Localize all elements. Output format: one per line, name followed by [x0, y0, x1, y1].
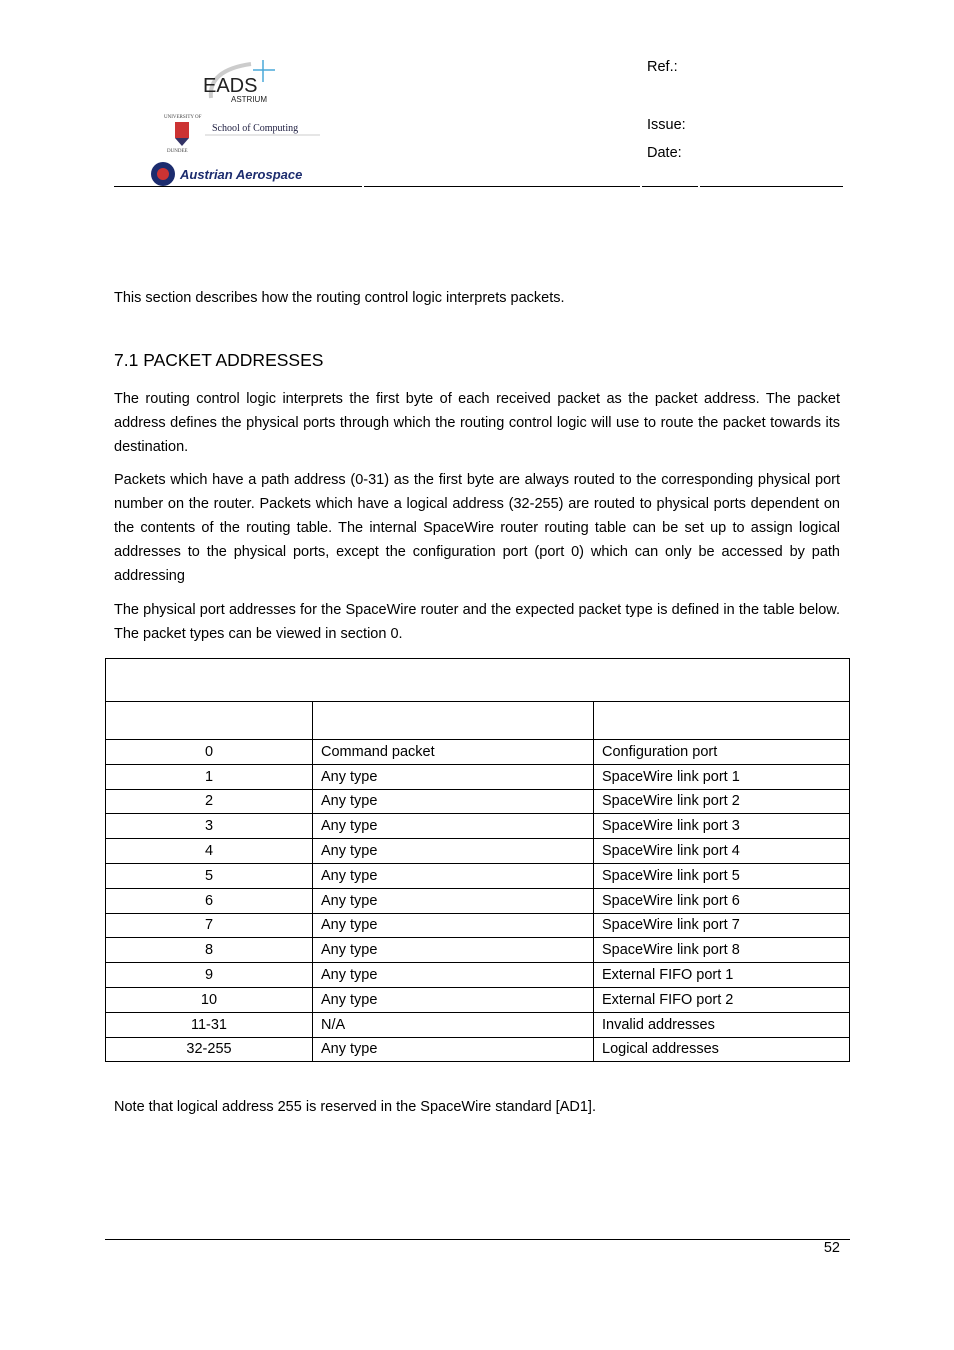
packet-type-cell: Any type [313, 839, 594, 864]
port-cell: External FIFO port 1 [594, 963, 850, 988]
table-row [106, 839, 850, 864]
table-caption-cell [106, 659, 850, 702]
svg-text:School of Computing: School of Computing [212, 123, 299, 134]
address-cell: 0 [106, 740, 313, 765]
port-cell: SpaceWire link port 4 [594, 839, 850, 864]
port-cell: SpaceWire link port 5 [594, 863, 850, 888]
port-cell: Invalid addresses [594, 1012, 850, 1037]
svg-text:ASTRIUM: ASTRIUM [231, 95, 267, 104]
table-row [106, 814, 850, 839]
section-heading: 7.1 PACKET ADDRESSES [114, 350, 324, 370]
packet-type-cell: Command packet [313, 740, 594, 765]
address-cell: 9 [106, 963, 313, 988]
packet-type-cell: Any type [313, 764, 594, 789]
packet-type-cell: Any type [313, 938, 594, 963]
header-cell [106, 702, 313, 740]
table-row [106, 1012, 850, 1037]
packet-type-cell: Any type [313, 1037, 594, 1062]
packet-type-cell: Any type [313, 863, 594, 888]
table-row [106, 913, 850, 938]
note-text: Note that logical address 255 is reserved in the SpaceWire standard [AD1]. [114, 1099, 596, 1115]
port-cell: SpaceWire link port 2 [594, 789, 850, 814]
port-cell: Configuration port [594, 740, 850, 765]
port-cell: SpaceWire link port 8 [594, 938, 850, 963]
table-row [106, 863, 850, 888]
table-row [106, 987, 850, 1012]
packet-type-cell: N/A [313, 1012, 594, 1037]
dundee-school-of-computing-logo [150, 110, 330, 156]
header-cell [594, 702, 850, 740]
header-cell [313, 702, 594, 740]
port-address-table [105, 658, 850, 1062]
svg-text:DUNDEE: DUNDEE [167, 149, 188, 154]
address-cell: 32-255 [106, 1037, 313, 1062]
port-cell: Logical addresses [594, 1037, 850, 1062]
port-cell: SpaceWire link port 3 [594, 814, 850, 839]
header-rule [642, 186, 698, 187]
packet-type-cell: Any type [313, 888, 594, 913]
address-cell: 10 [106, 987, 313, 1012]
header-rule [114, 186, 362, 187]
packet-type-cell: Any type [313, 789, 594, 814]
footer-rule [105, 1239, 850, 1240]
address-cell: 6 [106, 888, 313, 913]
paragraph: Packets which have a path address (0-31) as the first byte are always routed to the corresponding physical port number on the router. Packets which have a logical address (32-255) are routed to physical ports dependent on the contents of the routing table. The internal SpaceWire router routing table can be set up to assign logical addresses to the physical ports, except the configuration port (port 0) which can only be accessed by path addressing [114, 472, 840, 584]
port-cell: SpaceWire link port 7 [594, 913, 850, 938]
header-rule [700, 186, 843, 187]
table-row [106, 1037, 850, 1062]
address-cell: 3 [106, 814, 313, 839]
austrian-aerospace-logo [150, 160, 335, 188]
packet-type-cell: Any type [313, 963, 594, 988]
table-row [106, 764, 850, 789]
port-cell: External FIFO port 2 [594, 987, 850, 1012]
packet-type-cell: Any type [313, 987, 594, 1012]
table-row [106, 938, 850, 963]
port-cell: SpaceWire link port 1 [594, 764, 850, 789]
port-cell: SpaceWire link port 6 [594, 888, 850, 913]
address-cell: 11-31 [106, 1012, 313, 1037]
page-number: 52 [823, 1240, 840, 1256]
date-label: Date: [647, 145, 682, 161]
address-cell: 5 [106, 863, 313, 888]
address-cell: 7 [106, 913, 313, 938]
address-cell: 1 [106, 764, 313, 789]
svg-text:UNIVERSITY OF: UNIVERSITY OF [164, 115, 202, 120]
paragraph: The physical port addresses for the SpaceWire router and the expected packet type is defined in the table below. The packet types can be viewed in section 0. [114, 602, 840, 642]
issue-label: Issue: [647, 117, 686, 133]
address-cell: 2 [106, 789, 313, 814]
intro-text: This section describes how the routing control logic interprets packets. [114, 290, 565, 306]
table-row [106, 963, 850, 988]
eads-astrium-logo [203, 58, 278, 106]
packet-type-cell: Any type [313, 913, 594, 938]
address-cell: 4 [106, 839, 313, 864]
header-rule [364, 186, 640, 187]
paragraph: The routing control logic interprets the first byte of each received packet as the packet address. The packet address defines the physical ports through which the routing control logic will use to route the packet towards its destination. [114, 391, 840, 455]
table-row [106, 789, 850, 814]
address-cell: 8 [106, 938, 313, 963]
svg-text:EADS: EADS [203, 75, 258, 97]
packet-type-cell: Any type [313, 814, 594, 839]
ref-label: Ref.: [647, 59, 678, 75]
table-row [106, 888, 850, 913]
svg-text:Austrian Aerospace: Austrian Aerospace [180, 167, 303, 182]
table-row [106, 740, 850, 765]
